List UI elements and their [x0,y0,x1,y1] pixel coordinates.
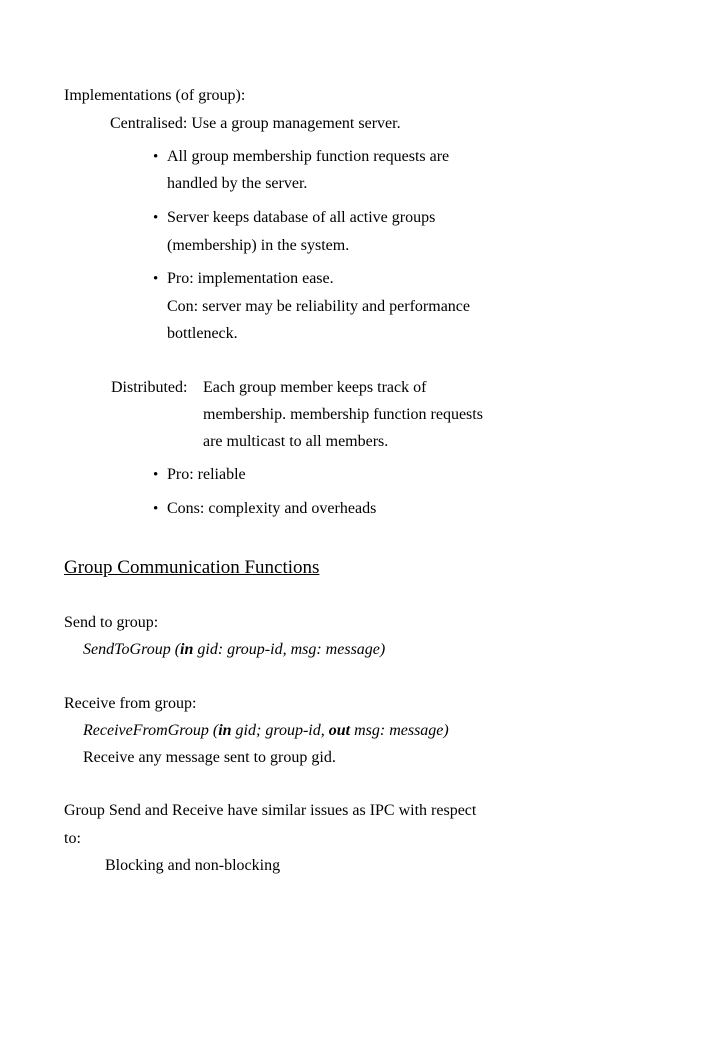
send-label: Send to group: [64,614,159,631]
issues-line-1: Group Send and Receive have similar issues as IPC with respect [64,802,477,819]
centralised-text: Use a group management server. [191,115,401,132]
send-code-post: gid: group-id, msg: message) [193,641,386,658]
section-heading: Group Communication Functions [64,557,320,578]
implementations-title: Implementations (of group): [64,87,246,104]
bullet-icon: • [153,467,159,483]
receive-code-pre: ReceiveFromGroup ( [83,722,219,739]
receive-code-mid: gid; group-id, [231,722,329,739]
distrib-bullet-2: Cons: complexity and overheads [167,500,377,517]
bullet-icon: • [153,271,159,287]
distributed-line-1: Each group member keeps track of [203,379,427,396]
receive-label: Receive from group: [64,695,197,712]
distrib-bullet-1: Pro: reliable [167,466,246,483]
central-bullet-1-line-1: All group membership function requests are [167,148,450,165]
central-bullet-2-line-1: Server keeps database of all active groups [167,209,436,226]
send-code-keyword: in [180,641,194,658]
distributed-label: Distributed: [111,379,188,396]
central-bullet-3-line-3: bottleneck. [167,325,238,342]
distributed-line-3: are multicast to all members. [203,433,389,450]
receive-signature [83,721,449,741]
central-bullet-1-line-2: handled by the server. [167,175,308,192]
centralised-line [110,114,401,134]
receive-code-post: msg: message) [350,722,449,739]
central-bullet-3-line-2: Con: server may be reliability and performance [167,298,470,315]
issues-item: Blocking and non-blocking [105,857,281,874]
receive-code-keyword-in: in [218,722,232,739]
send-signature [83,640,385,660]
bullet-icon: • [153,149,159,165]
centralised-label: Centralised: [110,115,188,132]
central-bullet-2-line-2: (membership) in the system. [167,237,350,254]
distributed-line-2: membership. membership function requests [203,406,483,423]
central-bullet-3-line-1: Pro: implementation ease. [167,270,334,287]
bullet-icon: • [153,501,159,517]
receive-description: Receive any message sent to group gid. [83,749,336,766]
issues-line-2: to: [64,830,81,847]
send-code-pre: SendToGroup ( [83,641,181,658]
receive-code-keyword-out: out [328,722,351,739]
bullet-icon: • [153,210,159,226]
